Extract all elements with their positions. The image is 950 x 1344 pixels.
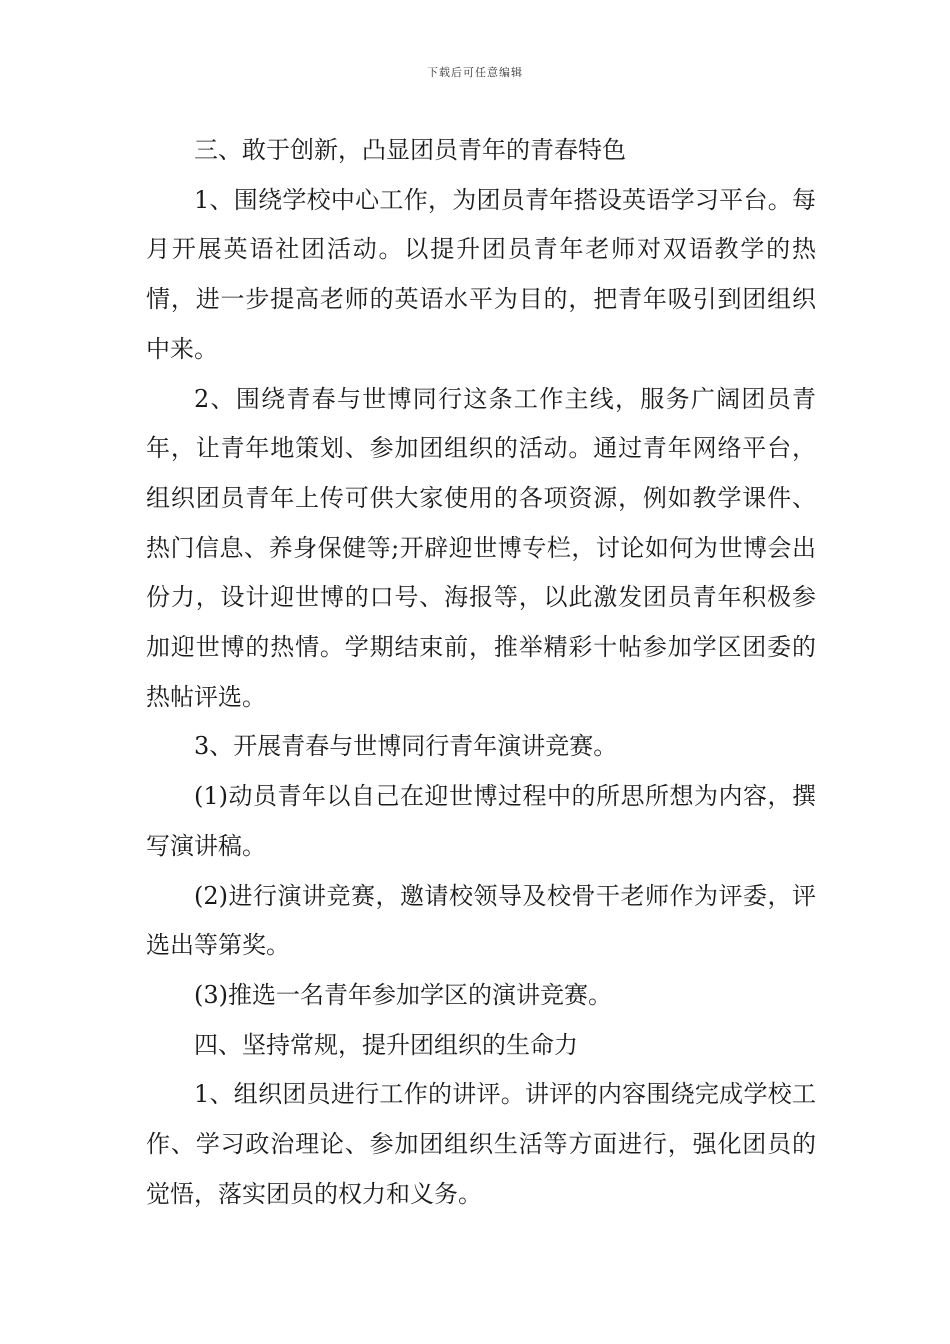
list-item-3: (3)推选一名青年参加学区的演讲竞赛。: [194, 980, 612, 1009]
paragraph-member-review: 1、组织团员进行工作的讲评。讲评的内容围绕完成学校工作、学习政治理论、参加团组织生活等方面进行，强化团员的觉悟，落实团员的权力和义务。: [146, 1080, 816, 1208]
section-heading-3: 三、敢于创新，凸显团员青年的青春特色: [194, 136, 626, 164]
paragraph-expo-mainline: 2、围绕青春与世博同行这条工作主线，服务广阔团员青年，让青年地策划、参加团组织的活动。通过青年网络平台，组织团员青年上传可供大家使用的各项资源，例如教学课件、热门信息、养身保健等;开辟迎世博专栏，讨论如何为世博会出份力，设计迎世博的口号、海报等，以此激发团员青年积极参加迎世博的热情。学期结束前，推举精彩十帖参加学区团委的热帖评选。: [146, 384, 816, 711]
document-body: [146, 126, 816, 1219]
paragraph-speech-contest: 3、开展青春与世博同行青年演讲竞赛。: [194, 732, 618, 761]
list-item-2: (2)进行演讲竞赛，邀请校领导及校骨干老师作为评委，评选出等第奖。: [146, 881, 816, 960]
page-header: 下载后可任意编辑: [427, 66, 523, 79]
paragraph-english-platform: 1、围绕学校中心工作，为团员青年搭设英语学习平台。每月开展英语社团活动。以提升团员青年老师对双语教学的热情，进一步提高老师的英语水平为目的，把青年吸引到团组织中来。: [146, 185, 816, 363]
section-heading-4: 四、坚持常规，提升团组织的生命力: [194, 1030, 578, 1059]
list-item-1: (1)动员青年以自己在迎世博过程中的所思所想为内容，撰写演讲稿。: [146, 782, 816, 860]
